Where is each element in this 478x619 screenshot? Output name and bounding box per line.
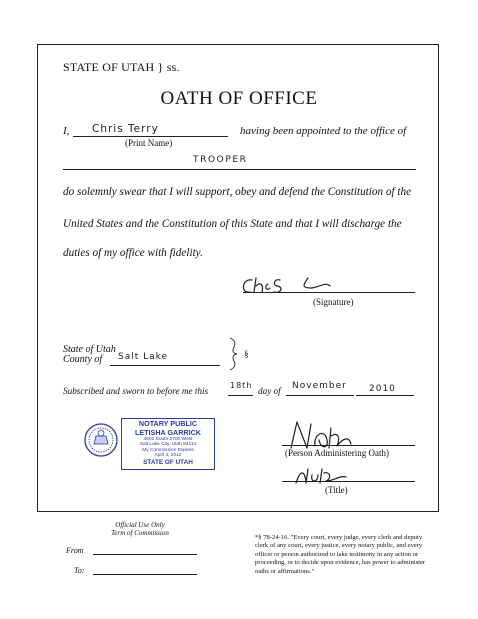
venue-county-label: County of <box>63 354 103 365</box>
county-line <box>110 365 220 366</box>
venue-bracket <box>228 336 240 372</box>
office-line <box>63 169 416 170</box>
stamp-line-6: April 4, 2012 <box>154 453 182 459</box>
stamp-line-1: NOTARY PUBLIC <box>138 419 198 428</box>
to-label: To: <box>74 566 85 575</box>
stamp-line-2: LETISHA GARRICK <box>134 428 202 437</box>
year-line <box>356 395 414 396</box>
official-use-block <box>95 521 185 537</box>
state-header: STATE OF UTAH } ss. <box>63 60 180 74</box>
administrator-line <box>282 445 415 446</box>
footnote: *§ 78-24-16. "Every court, every judge, every clerk and deputy clerk of any court, every justice, every notary public, and every officer or person authorized to take testimony in any action or proceeding, or to decide upon evidence, has power to administer oaths or affirmations." <box>255 534 426 575</box>
appointed-text: having been appointed to the office of <box>240 125 407 137</box>
signature-caption: (Signature) <box>313 297 354 307</box>
office-value: TROOPER <box>193 155 248 165</box>
signature-scribble <box>238 272 358 300</box>
from-label: From <box>66 546 84 555</box>
official-use-line-1: Official Use Only <box>115 521 165 529</box>
signature-line <box>243 292 415 293</box>
section-mark: § <box>244 349 249 359</box>
day-value: 18th <box>230 381 253 390</box>
notary-stamp <box>121 418 215 470</box>
stamp-line-7: STATE OF UTAH <box>143 458 193 466</box>
title-line <box>282 481 415 482</box>
print-name-caption: (Print Name) <box>125 138 173 148</box>
venue-state: State of Utah <box>63 344 116 355</box>
stamp-line-3: 4501 South 2700 West <box>143 437 193 442</box>
name-value: Chris Terry <box>92 123 159 135</box>
from-line <box>93 554 197 555</box>
to-line <box>93 574 197 575</box>
oath-line-1: do solemnly swear that I will support, obey and defend the Constitution of the <box>63 186 412 198</box>
stamp-line-5: My Commission Expires <box>142 447 194 453</box>
day-line <box>228 395 253 396</box>
oath-line-3: duties of my office with fidelity. <box>63 247 203 259</box>
administrator-caption: (Person Administering Oath) <box>285 448 389 458</box>
month-line <box>286 395 354 396</box>
county-value: Salt Lake <box>118 352 169 362</box>
oath-line-2: United States and the Constitution of this State and that I will discharge the <box>63 218 402 230</box>
sworn-prefix: Subscribed and sworn to before me this <box>63 386 209 396</box>
title-signature <box>292 465 362 487</box>
utah-seal-icon <box>84 418 120 462</box>
official-use-line-2: Term of Commission <box>111 529 169 537</box>
name-line <box>73 136 228 137</box>
stamp-line-4: Salt Lake City, Utah 84114 <box>139 442 197 448</box>
month-value: November <box>292 381 347 391</box>
year-value: 2010 <box>369 384 396 394</box>
title-caption: (Title) <box>325 485 348 495</box>
i-label: I, <box>63 125 70 137</box>
day-of-label: day of <box>258 386 281 396</box>
form-title: OATH OF OFFICE <box>160 88 318 109</box>
